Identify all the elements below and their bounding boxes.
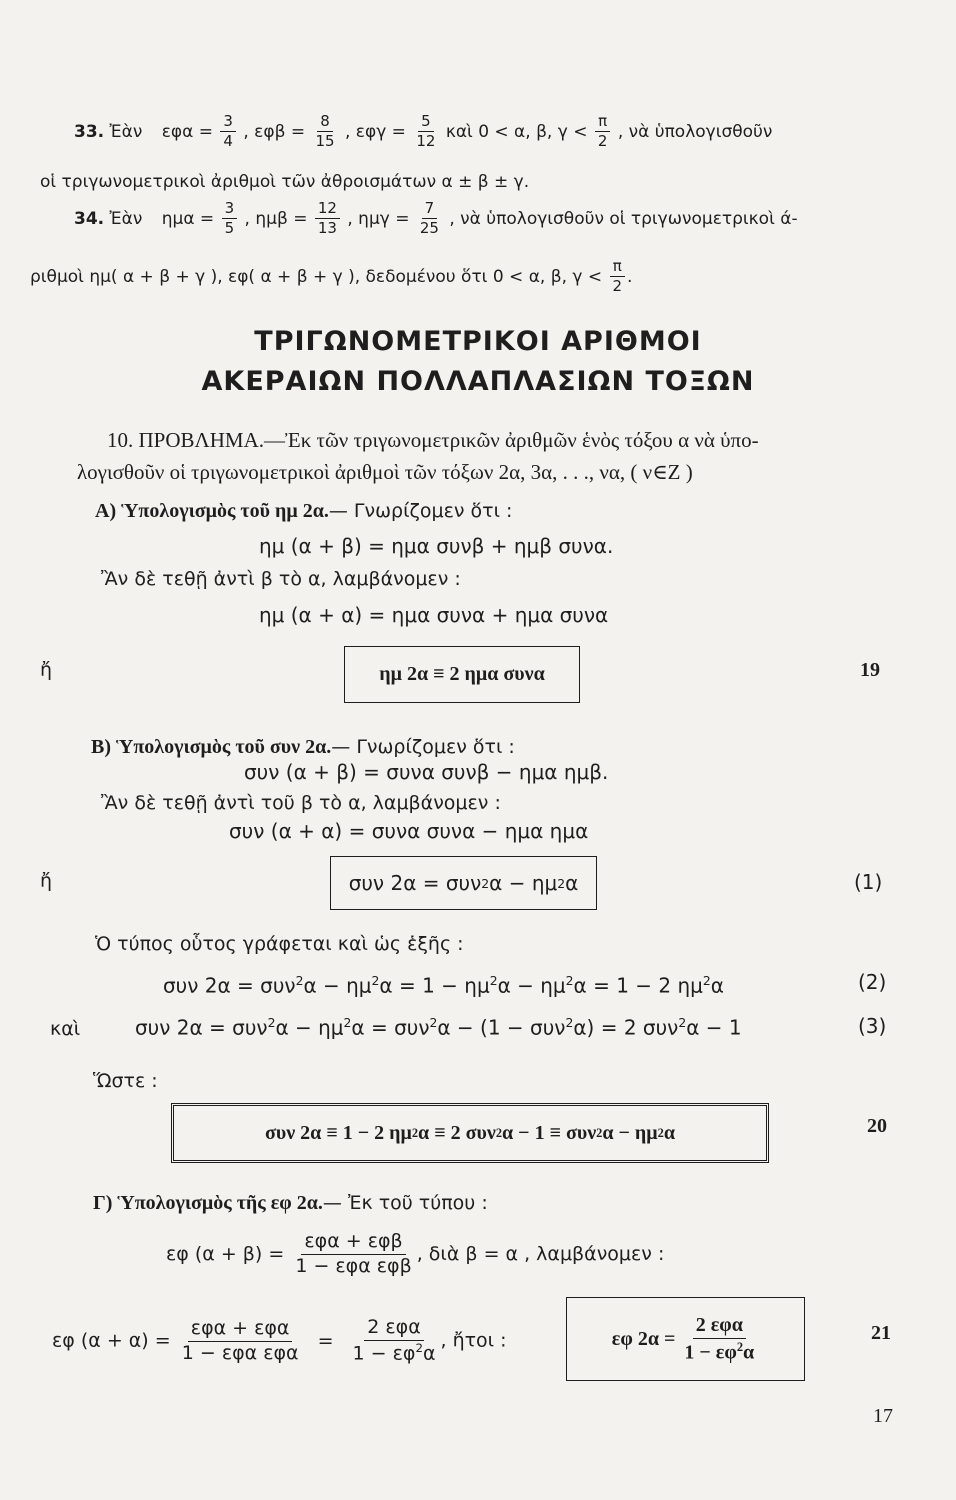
rewrite-text: Ὁ τύπος οὗτος γράφεται καὶ ὡς ἑξῆς : <box>95 933 464 955</box>
formula-text: , εφβ = <box>243 121 306 142</box>
section-title-1: ΤΡΙΓΩΝΟΜΕΤΡΙΚΟΙ ΑΡΙΘΜΟΙ <box>254 326 702 357</box>
part-heading: Γ) Ὑπολογισμὸς τῆς εφ 2α. <box>93 1192 323 1214</box>
exercise-text: ριθμοὶ ημ( α + β + γ ), εφ( α + β + γ ), δεδομένου ὅτι 0 < α, β, γ < <box>30 266 603 287</box>
intro-text: — Ἐκ τοῦ τύπου : <box>322 1192 488 1214</box>
fraction: $\frac{5}{12}$ <box>416 112 436 151</box>
fraction: $\frac{3}{5}$ <box>222 200 238 238</box>
equation-tan-double: εφ (α + α) = $\frac{\text{εφα + εφα}}{\text{1 − εφα εφα}}$ = $\frac{\text{2 εφα}}{1 - \varepsilon\varphi^2\alpha}$ , ἤτοι : <box>52 1316 507 1365</box>
part-c-heading <box>93 1192 488 1215</box>
part-a-heading <box>95 500 512 523</box>
fraction: $\frac{\pi}{2}$ <box>610 258 626 296</box>
fraction: $\frac{\text{2 εφα}}{1 - \varepsilon\varphi^2\alpha}$ <box>352 1316 436 1365</box>
fraction: $\frac{7}{25}$ <box>419 199 439 238</box>
fraction: $\frac{\text{εφα + εφβ}}{\text{1 − εφα εφβ}}$ <box>295 1230 412 1277</box>
exercise-text: Ἐὰν <box>109 208 143 229</box>
formula-label-2: (2) <box>858 970 887 994</box>
exercise-34-line2: ριθμοὶ ημ( α + β + γ ), εφ( α + β + γ ), δεδομένου ὅτι 0 < α, β, γ < $\frac{\pi}{2}$ . <box>30 257 633 296</box>
fraction: $\frac{3}{4}$ <box>220 113 236 151</box>
section-title-2: ΑΚΕΡΑΙΩΝ ΠΟΛΛΑΠΛΑΣΙΩΝ ΤΟΞΩΝ <box>201 366 755 397</box>
problem-line-1: 10. ΠΡΟΒΛΗΜΑ.—Ἐκ τῶν τριγωνομετρικῶν ἀριθμῶν ἑνὸς τόξου α νὰ ὑπο- <box>107 428 759 452</box>
part-heading: Β) Ὑπολογισμὸς τοῦ συν 2α. <box>91 736 332 758</box>
boxed-formula-21: εφ 2α = $\frac{\text{2 εφα}}{1 - \varepsilon\varphi^2\alpha}$ <box>566 1297 805 1381</box>
or-word: ἤ <box>40 659 53 681</box>
intro-text: — Γνωρίζομεν ὅτι : <box>328 500 513 522</box>
formula-label-19: 19 <box>860 659 880 681</box>
formula-text: , ημγ = <box>347 208 410 229</box>
equation-cos-double-3: συν $2\alpha = \sigma\upsilon\nu^2\alpha - \eta\mu^2\alpha = \sigma\upsilon\nu^2\alpha - (1 - \sigma\upsilon\nu^2\alpha) = 2$ συν$^2$α − 1 <box>135 1015 742 1040</box>
exercise-33-line1 <box>74 113 772 151</box>
substitution-text: Ἂν δὲ τεθῇ ἀντὶ τοῦ β τὸ α, λαμβάνομεν : <box>101 792 501 814</box>
fraction: $\frac{\pi}{2}$ <box>595 113 611 151</box>
formula-label-1: (1) <box>854 870 883 894</box>
or-word: ἤ <box>40 870 53 892</box>
formula-text: , ημβ = <box>244 208 308 229</box>
exercise-text: Ἐὰν <box>109 121 143 142</box>
equation-tan-sum: εφ (α + β) = $\frac{\text{εφα + εφβ}}{\text{1 − εφα εφβ}}$ , διὰ β = α , λαμβάνομεν : <box>166 1230 665 1277</box>
exercise-text: , νὰ ὑπολογισθοῦν οἱ τριγωνομετρικοὶ ά- <box>449 208 798 229</box>
fraction: $\frac{12}{13}$ <box>315 200 340 238</box>
fraction: $\frac{\text{2 εφα}}{1 - \varepsilon\varphi^2\alpha}$ <box>684 1313 755 1364</box>
exercise-number: 33. <box>74 121 105 142</box>
equation-sin-double-sub: ημ (α + α) = ημα συνα + ημα συνα <box>259 603 609 627</box>
equation-cos-double-sub: συν (α + α) = συνα συνα − ημα ημα <box>229 819 589 843</box>
intro-text: — Γνωρίζομεν ὅτι : <box>331 736 515 758</box>
substitution-text: Ἂν δὲ τεθῇ ἀντὶ β τὸ α, λαμβάνομεν : <box>101 568 461 590</box>
exercise-34-line1 <box>74 200 798 238</box>
formula-label-3: (3) <box>858 1014 887 1038</box>
therefore-word: Ὥστε : <box>93 1070 158 1092</box>
equation-cos-double-2: συν $2\alpha = \sigma\upsilon\nu^2\alpha - \eta\mu^2\alpha = 1 - \eta\mu^2\alpha - \eta\mu^2\alpha = 1 - 2$ $\eta\mu^2\alpha$ <box>163 973 724 998</box>
and-word: καὶ <box>50 1018 81 1040</box>
exercise-text: , νὰ ὑπολογισθοῦν <box>617 121 773 142</box>
formula-text: εφα = <box>161 121 213 142</box>
problem-line-2: λογισθοῦν οἱ τριγωνομετρικοὶ ἀριθμοὶ τῶν τόξων 2α, 3α, . . ., να, ( ν∈Z ) <box>77 460 693 484</box>
equation-cos-sum: συν (α + β) = συνα συνβ − ημα ημβ. <box>244 760 609 784</box>
formula-label-20: 20 <box>867 1115 887 1137</box>
fraction: $\frac{\text{εφα + εφα}}{\text{1 − εφα εφα}}$ <box>181 1316 299 1364</box>
fraction: $\frac{8}{15}$ <box>315 112 335 151</box>
part-b-heading <box>91 736 515 759</box>
boxed-formula-20: συν 2α ≡ 1 − 2 ημ 2 α ≡ 2 συν 2 α − 1 ≡ συν 2 α − ημ 2 α <box>171 1103 769 1163</box>
equation-sin-sum: ημ (α + β) = ημα συνβ + ημβ συνα. <box>259 534 614 558</box>
exercise-33-line2: οἱ τριγωνομετρικοὶ ἀριθμοὶ τῶν ἀθροισμάτων α ± β ± γ. <box>40 172 530 192</box>
boxed-formula-1: συν 2α = συν 2 α − ημ 2 α <box>330 856 597 910</box>
page-number: 17 <box>873 1405 893 1427</box>
exercise-number: 34. <box>74 208 105 229</box>
formula-label-21: 21 <box>871 1322 891 1344</box>
formula-text: ημα = <box>161 208 215 229</box>
boxed-formula-19: ημ 2α ≡ 2 ημα συνα <box>344 646 580 703</box>
formula-text: , εφγ = <box>344 121 406 142</box>
formula-text: καὶ 0 < α, β, γ < <box>445 121 588 142</box>
part-heading: Α) Ὑπολογισμὸς τοῦ ημ 2α. <box>95 500 329 522</box>
